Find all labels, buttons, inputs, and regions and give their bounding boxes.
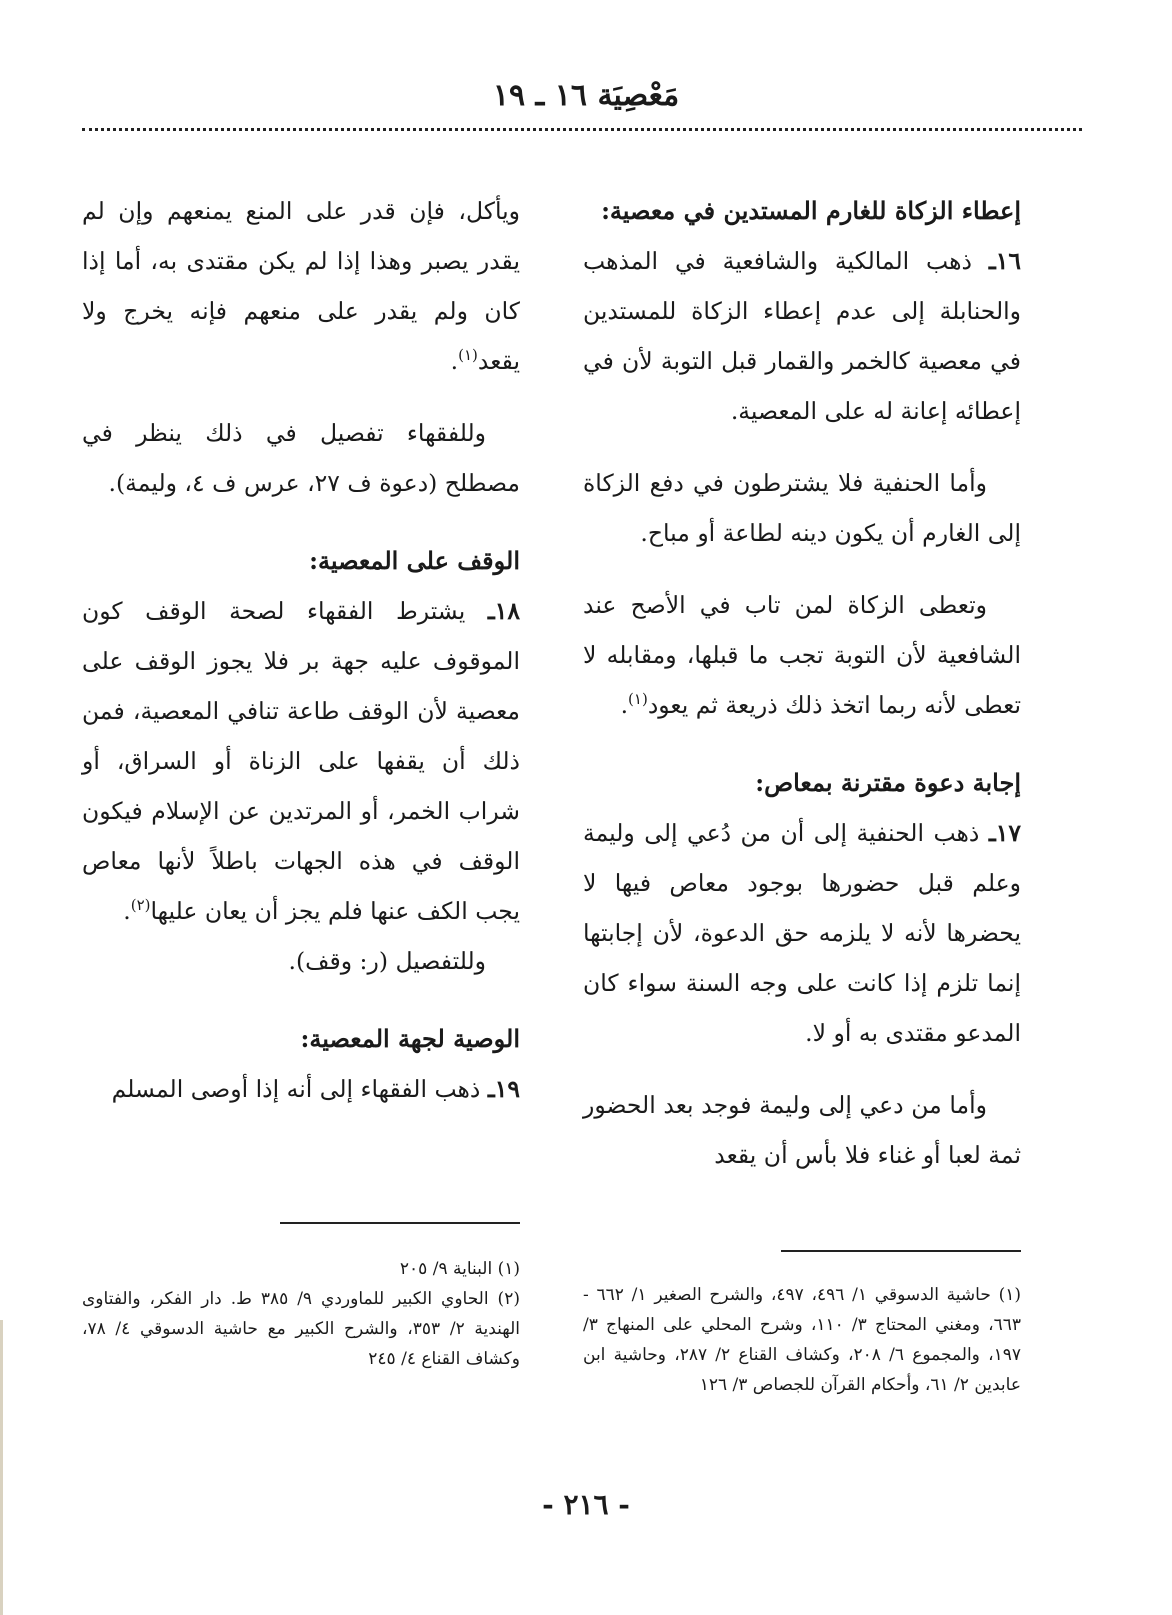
heading-zakat-debtor: إعطاء الزكاة للغارم المستدين في معصية: xyxy=(601,196,1021,225)
scan-edge-mark xyxy=(0,1320,3,1615)
footnote-ref-1-right: (١) xyxy=(628,690,648,709)
paragraph-end-mark: . xyxy=(123,897,131,925)
paragraph-16 xyxy=(583,236,1021,436)
footnote-left-2: (٢) الحاوي الكبير للماوردي ٩/ ٣٨٥ ط. دار الفكر، والفتاوى الهندية ٢/ ٣٥٣، والشرح الكبير مع حاشية الدسوقي ٤/ ٧٨، وكشاف القناع ٤/ ٢٤٥ xyxy=(82,1289,520,1369)
paragraph-continued-eating xyxy=(82,186,520,386)
running-header-title: مَعْصِيَة ١٦ ـ ١٩ xyxy=(492,78,680,113)
paragraph-jurists-detail: وللفقهاء تفصيل في ذلك ينظر في مصطلح (دعوة ف ٢٧، عرس ف ٤، وليمة). xyxy=(82,419,520,497)
paragraph-19-text: ذهب الفقهاء إلى أنه إذا أوصى المسلم xyxy=(111,1075,488,1103)
header-dotted-rule xyxy=(82,128,1082,131)
section-number-18: ١٨ـ xyxy=(487,597,520,625)
section-number-19: ١٩ـ xyxy=(487,1075,520,1103)
footnote-ref-1-left: (١) xyxy=(458,346,478,365)
footnote-rule-right xyxy=(781,1250,1021,1252)
paragraph-waqf-detail-ref: وللتفصيل (ر: وقف). xyxy=(288,947,486,975)
heading-invitation-sins: إجابة دعوة مقترنة بمعاص: xyxy=(755,768,1021,797)
footnote-left-1: (١) البناية ٩/ ٢٠٥ xyxy=(399,1259,520,1279)
section-number-17: ١٧ـ xyxy=(988,819,1021,847)
paragraph-repentant-text: وتعطى الزكاة لمن تاب في الأصح عند الشافعية لأن التوبة تجب ما قبلها، ومقابله لا تعطى لأنه ربما اتخذ ذلك ذريعة ثم يعود xyxy=(583,591,1021,719)
footnotes-right xyxy=(583,1280,1021,1400)
paragraph-end-mark: . xyxy=(620,691,629,719)
footnote-right-1: (١) حاشية الدسوقي ١/ ٤٩٦، ٤٩٧، والشرح الصغير ١/ ٦٦٢ - ٦٦٣، ومغني المحتاج ٣/ ١١٠، وشرح المحلي على المنهاج ٣/ ١٩٧، والمجموع ٦/ ٢٠٨، وكشاف القناع ٢/ ٢٨٧، وحاشية ابن عابدين ٢/ ٦١، وأحكام القرآن للجصاص ٣/ ١٢٦ xyxy=(583,1285,1022,1395)
page-number: - ٢١٦ - xyxy=(542,1488,630,1521)
paragraph-end-mark: . xyxy=(450,347,459,375)
heading-will-sin: الوصية لجهة المعصية: xyxy=(300,1024,520,1053)
paragraph-17 xyxy=(583,808,1021,1058)
paragraph-invited-found-games: وأما من دعي إلى وليمة فوجد بعد الحضور ثمة لعبا أو غناء فلا بأس أن يقعد xyxy=(583,1091,1021,1169)
section-number-16: ١٦ـ xyxy=(988,247,1021,275)
paragraph-continued-text: ويأكل، فإن قدر على المنع يمنعهم وإن لم يقدر يصبر وهذا إذا لم يكن مقتدى به، أما إذا كان ولم يقدر على منعهم فإنه يخرج ولا يقعد xyxy=(82,197,520,375)
footnote-ref-2-left: (٢) xyxy=(130,896,151,915)
paragraph-18-text: يشترط الفقهاء لصحة الوقف كون الموقوف عليه جهة بر فلا يجوز الوقف على معصية لأن الوقف طاعة تنافي المعصية، فمن ذلك أن يقفها على الزناة أو السراق، أو شراب الخمر، أو المرتدين عن الإسلام فيكون الوقف في هذه الجهات باطلاً لأنها معاص يجب الكف عنها فلم يجز أن يعان عليها xyxy=(82,597,520,925)
paragraph-19 xyxy=(82,1064,520,1114)
paragraph-repentant-zakat xyxy=(583,580,1021,730)
footnote-rule-left xyxy=(280,1222,520,1224)
paragraph-18 xyxy=(82,586,520,936)
left-column xyxy=(82,186,520,1114)
paragraph-hanafi-zakat: وأما الحنفية فلا يشترطون في دفع الزكاة إلى الغارم أن يكون دينه لطاعة أو مباح. xyxy=(583,469,1021,547)
footnotes-left xyxy=(82,1254,520,1374)
right-column xyxy=(583,186,1021,1180)
heading-waqf-sin: الوقف على المعصية: xyxy=(309,546,520,575)
paragraph-16-text: ذهب المالكية والشافعية في المذهب والحنابلة إلى عدم إعطاء الزكاة للمستدين في معصية كالخمر والقمار قبل التوبة لأن في إعطائه إعانة له على المعصية. xyxy=(583,247,1021,425)
paragraph-17-text: ذهب الحنفية إلى أن من دُعي إلى وليمة وعلم قبل حضورها بوجود معاص فيها لا يحضرها لأنه لا يلزمه حق الدعوة، لأن إجابتها إنما تلزم إذا كانت على وجه السنة سواء كان المدعو مقتدى به أو لا. xyxy=(583,819,1021,1047)
